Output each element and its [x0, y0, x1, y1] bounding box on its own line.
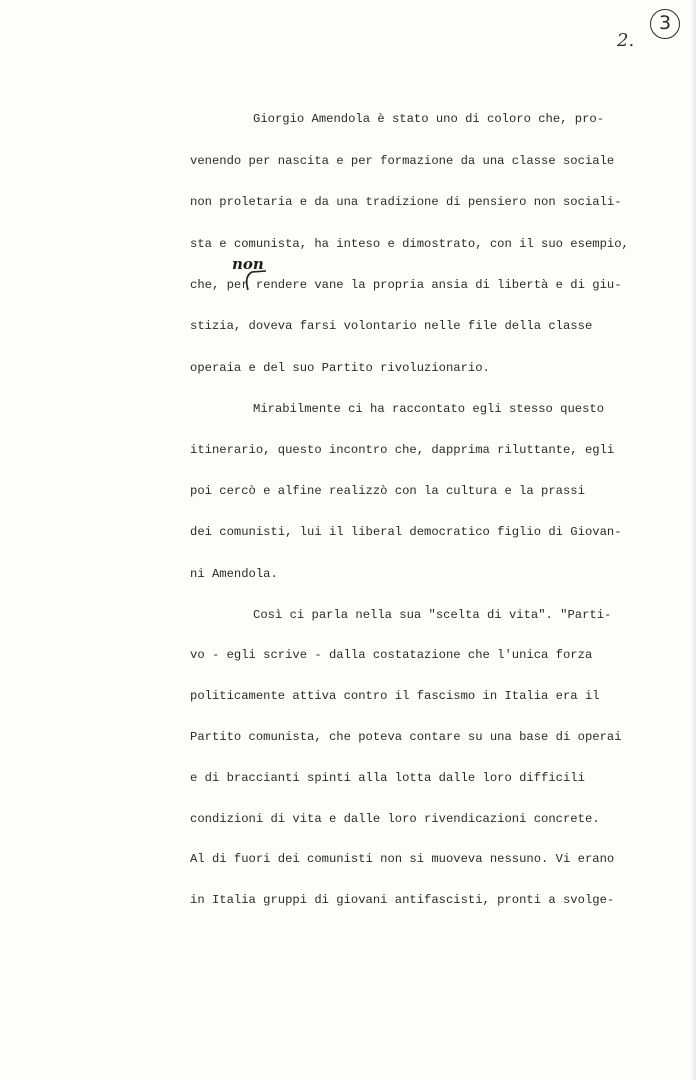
text-line: venendo per nascita e per formazione da una classe sociale — [190, 154, 615, 168]
text-line: itinerario, questo incontro che, dapprima riluttante, egli — [190, 443, 615, 457]
text-line: Giorgio Amendola è stato uno di coloro che, pro- — [253, 112, 605, 126]
page-number: 2. — [617, 30, 635, 51]
text-line: stizia, doveva farsi volontario nelle file della classe — [190, 319, 593, 333]
text-line: Così ci parla nella sua "scelta di vita". "Parti- — [253, 608, 612, 622]
sheet-number-circled: 3 — [650, 9, 680, 39]
text-line: operaia e del suo Partito rivoluzionario. — [190, 361, 490, 375]
text-line: che, per rendere vane la propria ansia di libertà e di giu- — [190, 278, 622, 292]
text-line: e di braccianti spinti alla lotta dalle loro difficili — [190, 771, 585, 785]
handwritten-insertion: non — [232, 255, 264, 273]
text-line: poi cercò e alfine realizzò con la cultura e la prassi — [190, 484, 585, 498]
insertion-caret-icon — [228, 268, 268, 294]
text-line: Al di fuori dei comunisti non si muoveva nessuno. Vi erano — [190, 852, 615, 866]
text-line: in Italia gruppi di giovani antifascisti, pronti a svolge- — [190, 893, 615, 907]
text-line: politicamente attiva contro il fascismo in Italia era il — [190, 689, 600, 703]
text-line: Partito comunista, che poteva contare su una base di operai — [190, 730, 622, 744]
text-line: condizioni di vita e dalle loro rivendicazioni concrete. — [190, 812, 600, 826]
text-line: vo - egli scrive - dalla costatazione che l'unica forza — [190, 648, 593, 662]
text-line: Mirabilmente ci ha raccontato egli stesso questo — [253, 402, 605, 416]
text-line: dei comunisti, lui il liberal democratico figlio di Giovan- — [190, 525, 622, 539]
text-line: ni Amendola. — [190, 567, 278, 581]
text-line: sta e comunista, ha inteso e dimostrato, con il suo esempio, — [190, 237, 629, 251]
text-line: non proletaria e da una tradizione di pensiero non sociali- — [190, 195, 622, 209]
